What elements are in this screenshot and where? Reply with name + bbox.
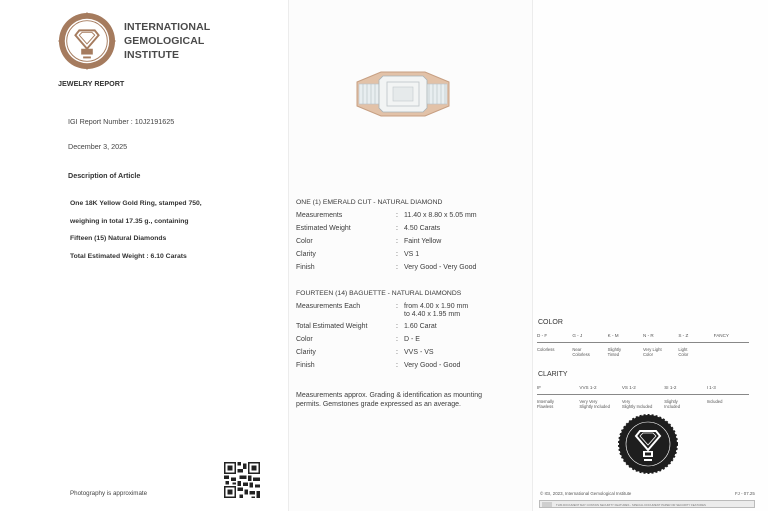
center-stone-row <box>296 238 441 245</box>
report-type: JEWELRY REPORT <box>58 79 125 88</box>
photo-note: Photography is approximate <box>70 490 148 497</box>
color-desc <box>714 347 749 357</box>
description-line: weighing in total 17.35 g., containing <box>70 217 189 225</box>
clarity-grade: SI 1-2 <box>664 385 677 390</box>
center-stone-title: ONE (1) EMERALD CUT - NATURAL DIAMOND <box>296 199 443 206</box>
row-colon: : <box>396 225 398 232</box>
description-line: Total Estimated Weight : 6.10 Carats <box>70 252 187 260</box>
color-desc-line: Color <box>678 352 689 357</box>
description-text <box>70 195 202 265</box>
row-value: D - E <box>404 336 420 343</box>
center-stone-row <box>296 212 477 219</box>
center-stone-row <box>296 225 440 232</box>
clarity-grade: VVS 1-2 <box>579 385 597 390</box>
clarity-desc <box>537 399 579 409</box>
clarity-desc-line: Slightly Included <box>579 404 610 409</box>
row-colon: : <box>396 362 398 369</box>
color-desc-line: Colorless <box>537 347 555 352</box>
row-value: 11.40 x 8.80 x 5.05 mm <box>404 212 477 219</box>
clarity-desc-line: Flawless <box>537 404 554 409</box>
color-grade: S - Z <box>678 333 689 338</box>
color-desc-line: Near <box>572 347 582 352</box>
row-value: 1.60 Carat <box>404 323 437 330</box>
clarity-desc-line: Slightly <box>664 399 678 404</box>
clarity-grade: VS 1-2 <box>621 385 636 390</box>
row-value <box>404 303 468 318</box>
color-desc-line: Light <box>678 347 688 352</box>
center-stone-row <box>296 264 476 271</box>
description-heading: Description of Article <box>68 171 141 180</box>
org-name <box>124 20 210 62</box>
clarity-scale-heading: CLARITY <box>538 371 568 378</box>
security-strip <box>539 500 755 508</box>
row-colon: : <box>396 212 398 219</box>
color-grade: G - J <box>572 333 583 338</box>
clarity-grades-row <box>537 385 749 395</box>
row-label: Color <box>296 238 313 245</box>
clarity-desc-line: Internally <box>537 399 554 404</box>
color-desc <box>537 347 572 357</box>
igi-seal-logo-icon <box>58 12 116 70</box>
color-desc-line: Very Light <box>642 347 662 352</box>
color-grade: K - M <box>607 333 619 338</box>
clarity-scale <box>537 385 749 409</box>
side-stones-row <box>296 323 437 330</box>
row-value: VS 1 <box>404 251 420 258</box>
color-scale <box>537 333 749 357</box>
security-logo-icon <box>542 502 552 507</box>
color-scale-heading: COLOR <box>538 319 563 326</box>
row-label: Measurements <box>296 212 343 219</box>
report-date: December 3, 2025 <box>68 142 128 151</box>
color-desc-line: Tinted <box>607 352 620 357</box>
row-value-line-2: to 4.40 x 1.95 mm <box>404 311 461 318</box>
qr-code-icon[interactable] <box>224 462 260 498</box>
clarity-desc-line: Included <box>664 404 681 409</box>
disclaimer-note: Measurements approx. Grading & identification as mounting permits. Gemstones grade expressed as an average. <box>296 392 482 408</box>
igi-black-seal-icon <box>618 414 678 474</box>
color-grade: D - F <box>537 333 548 338</box>
center-stone-row <box>296 251 419 258</box>
description-line: Fifteen (15) Natural Diamonds <box>70 235 167 242</box>
row-label: Color <box>296 336 313 343</box>
clarity-descriptions-row <box>537 395 749 409</box>
row-value: Very Good - Good <box>404 362 461 369</box>
row-value: Faint Yellow <box>404 238 442 245</box>
org-name-line-1: INTERNATIONAL <box>124 21 211 33</box>
color-desc <box>572 347 607 357</box>
row-label: Finish <box>296 264 315 271</box>
color-descriptions-row <box>537 343 749 357</box>
color-desc <box>608 347 643 357</box>
clarity-desc <box>664 399 706 409</box>
side-stones-row <box>296 349 434 356</box>
row-colon: : <box>396 323 398 330</box>
color-desc <box>678 347 713 357</box>
color-desc-line: Colorless <box>572 352 590 357</box>
row-value: 4.50 Carats <box>404 225 441 232</box>
row-value: VVS - VS <box>404 349 434 356</box>
clarity-grade: I 1-3 <box>706 385 716 390</box>
clarity-desc <box>707 399 749 409</box>
row-value: Very Good - Very Good <box>404 264 477 271</box>
color-desc-line: Color <box>642 352 653 357</box>
org-name-line-3: INSTITUTE <box>124 49 180 61</box>
row-colon: : <box>396 264 398 271</box>
clarity-desc <box>622 399 664 409</box>
row-label: Estimated Weight <box>296 225 351 232</box>
row-label: Finish <box>296 362 315 369</box>
security-strip-text: THIS DOCUMENT MAY CONTAIN SECURITY FEATURES - SPECIAL DOCUMENT PAPER OR SECURITY FEATURES <box>556 503 706 507</box>
color-grades-row <box>537 333 749 343</box>
org-name-line-2: GEMOLOGICAL <box>124 35 205 47</box>
color-desc-line: Slightly <box>607 347 622 352</box>
clarity-desc-line: Included <box>706 399 723 404</box>
side-stones-row <box>296 336 420 343</box>
row-colon: : <box>396 336 398 343</box>
color-grade: N - R <box>642 333 654 338</box>
row-colon: : <box>396 238 398 245</box>
form-code: FJ - 07.25 <box>735 491 755 496</box>
side-stones-row <box>296 303 468 318</box>
row-label: Total Estimated Weight <box>296 323 368 330</box>
row-colon: : <box>396 303 398 310</box>
side-stones-title: FOURTEEN (14) BAGUETTE - NATURAL DIAMONDS <box>296 290 462 297</box>
row-colon: : <box>396 349 398 356</box>
copyright: © IGI, 2023, International Gemological Institute <box>540 491 632 496</box>
ring-photo <box>353 64 453 120</box>
clarity-desc <box>579 399 621 409</box>
clarity-grade: IF <box>537 385 542 390</box>
color-grade: FANCY <box>713 333 729 338</box>
row-label: Clarity <box>296 349 316 356</box>
clarity-desc-line: Very Very <box>579 399 598 404</box>
color-desc <box>643 347 678 357</box>
row-colon: : <box>396 251 398 258</box>
side-stones-row <box>296 362 460 369</box>
row-value-line-1: from 4.00 x 1.90 mm <box>404 303 469 310</box>
description-line: One 18K Yellow Gold Ring, stamped 750, <box>70 200 202 207</box>
row-label: Measurements Each <box>296 303 361 310</box>
clarity-desc-line: Slightly Included <box>621 404 653 409</box>
report-number: IGI Report Number : 10J2191625 <box>68 117 175 126</box>
clarity-desc-line: Very <box>621 399 631 404</box>
left-panel <box>0 0 288 511</box>
row-label: Clarity <box>296 251 316 258</box>
